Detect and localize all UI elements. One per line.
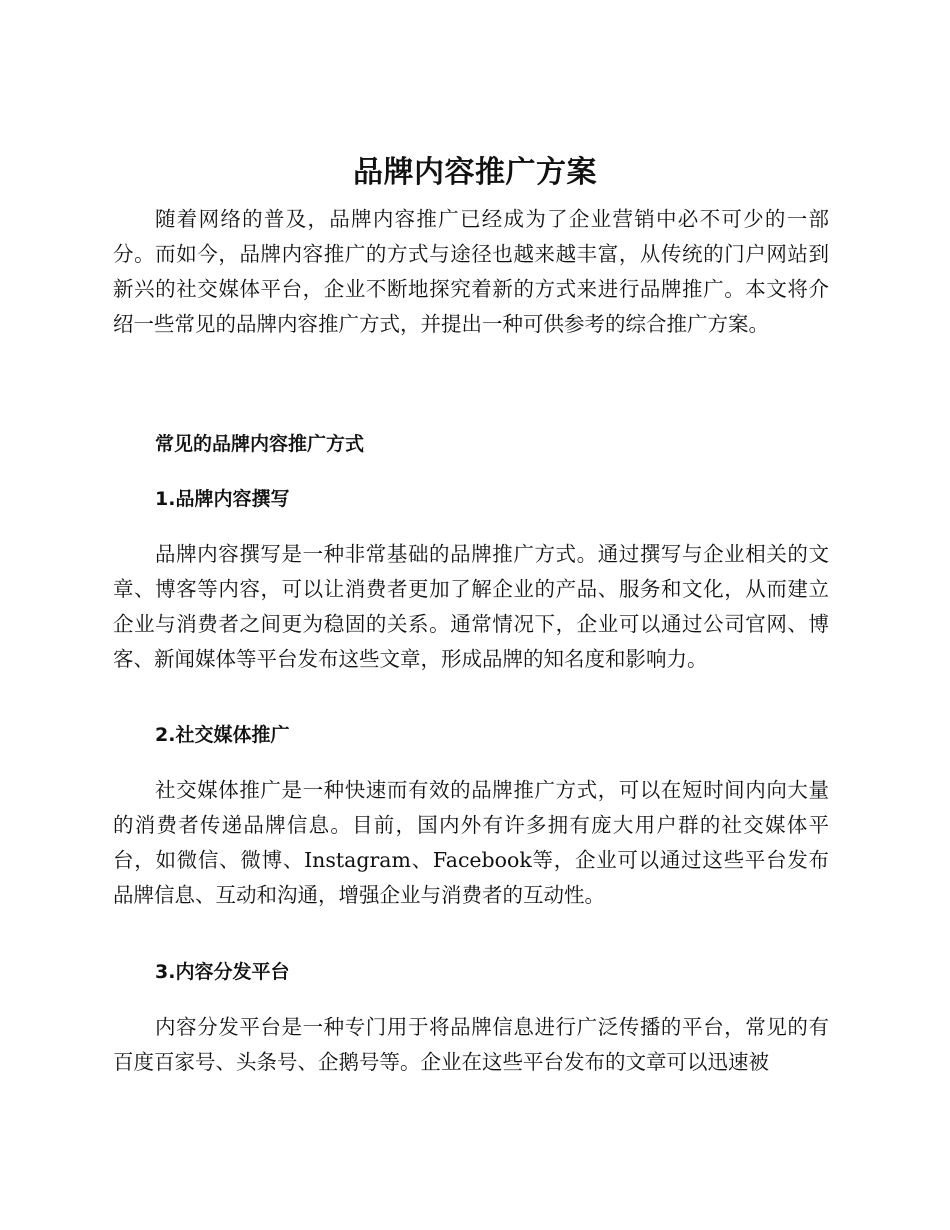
page-title: 品牌内容推广方案 bbox=[353, 155, 597, 190]
subsection-body-1: 品牌内容撰写是一种非常基础的品牌推广方式。通过撰写与企业相关的文章、博客等内容，可以让消费者更加了解企业的产品、服务和文化，从而建立企业与消费者之间更为稳固的关系。通常情况下，企业可以通过公司官网、博客、新闻媒体等平台发布这些文章，形成品牌的知名度和影响力。 bbox=[113, 542, 829, 671]
subsection-body-3: 内容分发平台是一种专门用于将品牌信息进行广泛传播的平台，常见的有百度百家号、头条号、企鹅号等。企业在这些平台发布的文章可以迅速被 bbox=[113, 1015, 829, 1074]
subsection-heading-1: 1.品牌内容撰写 bbox=[155, 488, 290, 510]
intro-paragraph: 随着网络的普及，品牌内容推广已经成为了企业营销中必不可少的一部分。而如今，品牌内容推广的方式与途径也越来越丰富，从传统的门户网站到新兴的社交媒体平台，企业不断地探究着新的方式来进行品牌推广。本文将介绍一些常见的品牌内容推广方式，并提出一种可供参考的综合推广方案。 bbox=[113, 207, 829, 336]
section-heading: 常见的品牌内容推广方式 bbox=[155, 433, 365, 455]
subsection-heading-3: 3.内容分发平台 bbox=[155, 961, 290, 983]
subsection-body-2: 社交媒体推广是一种快速而有效的品牌推广方式，可以在短时间内向大量的消费者传递品牌信息。目前，国内外有许多拥有庞大用户群的社交媒体平台，如微信、微博、Instagram、Facebook等，企业可以通过这些平台发布品牌信息、互动和沟通，增强企业与消费者的互动性。 bbox=[113, 778, 829, 907]
subsection-heading-2: 2.社交媒体推广 bbox=[155, 724, 290, 746]
